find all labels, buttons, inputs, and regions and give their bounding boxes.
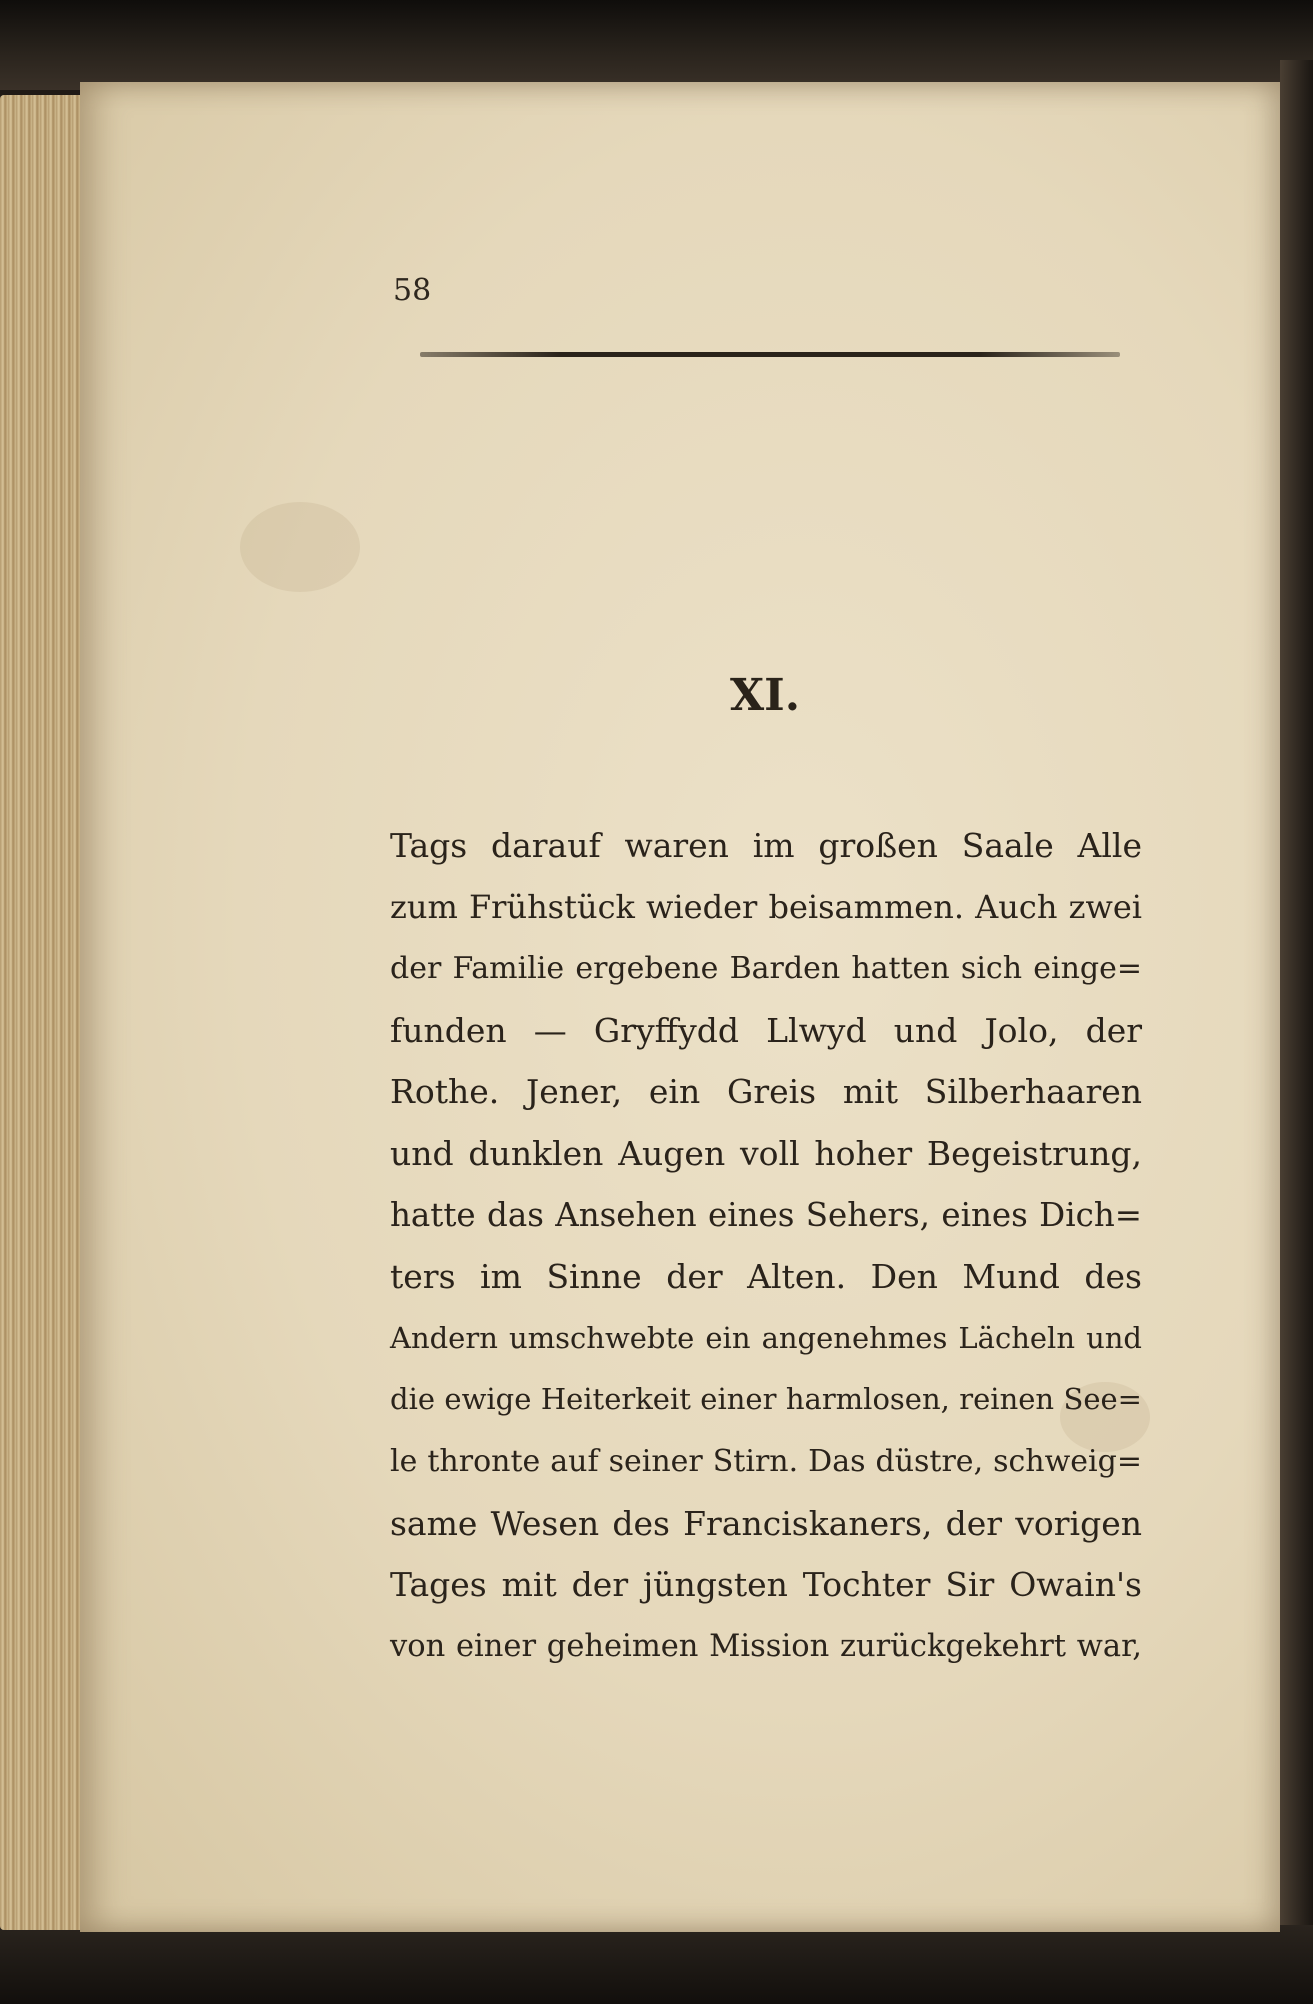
text-line: Andern umschwebte ein angenehmes Lächeln und [390,1320,1142,1355]
text-line: Tages mit der jüngsten Tochter Sir Owain's [390,1565,1142,1605]
text-line: der Familie ergebene Barden hatten sich einge= [390,951,1142,987]
text-line: zum Frühstück wieder beisammen. Auch zwei [390,887,1142,926]
body-text [390,815,1142,1677]
text-line: funden — Gryffydd Llwyd und Jolo, der [390,1010,1142,1050]
text-line: hatte das Ansehen eines Sehers, eines Dich= [390,1195,1142,1234]
text-line: Tags darauf waren im großen Saale Alle [390,826,1142,865]
chapter-heading: XI. [729,670,801,721]
header-rule [420,352,1120,357]
text-line: und dunklen Augen voll hoher Begeistrung, [390,1133,1142,1173]
book-cover-right [1280,60,1313,1940]
text-line: ters im Sinne der Alten. Den Mund des [390,1257,1142,1297]
text-line: same Wesen des Franciskaners, der vorigen [390,1503,1142,1543]
text-line: die ewige Heiterkeit einer harmlosen, reinen See= [390,1382,1142,1417]
text-line: Rothe. Jener, ein Greis mit Silberhaaren [390,1072,1142,1112]
paper-stain [240,502,360,592]
text-line: von einer geheimen Mission zurückgekehrt war, [390,1628,1142,1664]
page-edges [0,95,90,1930]
text-line: le thronte auf seiner Stirn. Das düstre, schweig= [390,1443,1142,1479]
page-number: 58 [393,273,432,308]
book-cover-top [0,0,1313,90]
book-cover-bottom [0,1925,1313,2004]
